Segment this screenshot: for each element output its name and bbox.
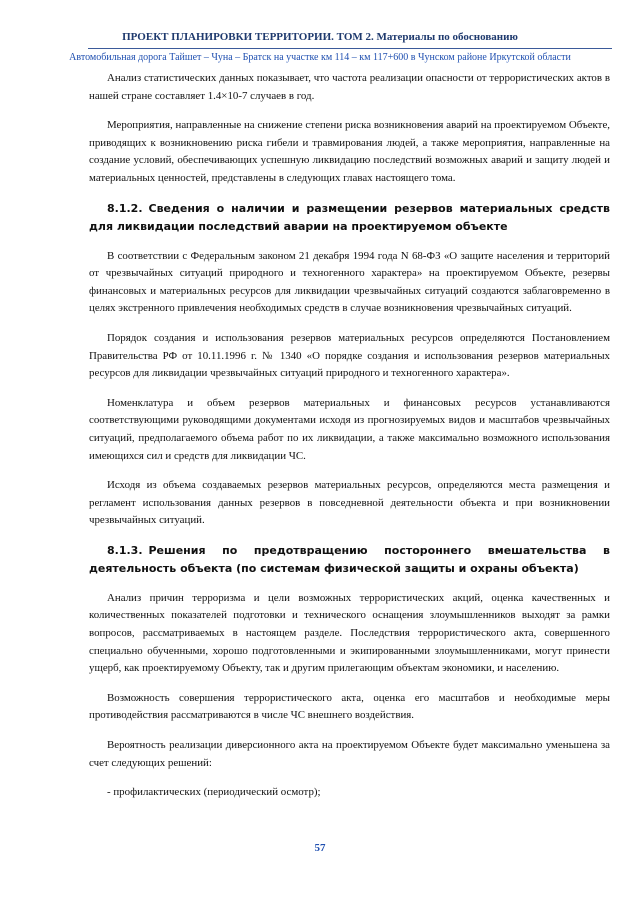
paragraph-measures: Мероприятия, направленные на снижение степени риска возникновения аварий на проектируемом Объекте, приводящих к возникновению риска гибели и травмирования людей, а также мероприятия, направленные на создание условий, обеспечивающих успешную ликвидацию последствий возможных аварий и защиту людей и материальных ценностей, представлены в следующих главах настоящего тома.: [89, 119, 610, 184]
document-header-title: ПРОЕКТ ПЛАНИРОВКИ ТЕРРИТОРИИ. ТОМ 2. Материалы по обоснованию: [122, 31, 518, 43]
section-title: Сведения о наличии и размещении резервов материальных средств для ликвидации последствий аварии на проектируемом объекте: [89, 201, 610, 233]
paragraph-statistics: Анализ статистических данных показывает, что частота реализации опасности от террористических актов в нашей стране составляет 1.4×10-7 случаев в год.: [89, 72, 610, 102]
section-heading-8-1-2: [89, 200, 610, 236]
section-title: Решения по предотвращению постороннего вмешательства в деятельность объекта (по системам физической защиты и охраны объекта): [89, 543, 610, 575]
section-number: 8.1.3.: [107, 543, 143, 557]
paragraph-federal-law: В соответствии с Федеральным законом 21 декабря 1994 года N 68-ФЗ «О защите населения и территорий от чрезвычайных ситуаций природного и техногенного характера» на проектируемом Объекте, резервы финансовых и материальных ресурсов для ликвидации чрезвычайных ситуаций создаются заблаговременно в целях экстренного привлечения необходимых средств в случае возникновения чрезвычайных ситуаций.: [89, 249, 610, 315]
paragraph-procedure: Порядок создания и использования резервов материальных ресурсов определяются Постановлением Правительства РФ от 10.11.1996 г. № 1340 «О порядке создания и использования резервов материальных ресурсов для ликвидации чрезвычайных ситуаций природного и техногенного характера».: [89, 331, 610, 380]
section-number: 8.1.2.: [107, 201, 143, 215]
paragraph-possibility: Возможность совершения террористического акта, оценка его масштабов и необходимые меры противодействия рассматриваются в числе ЧС внешнего воздействия.: [89, 691, 610, 722]
list-item-preventive: - профилактических (периодический осмотр);: [107, 786, 321, 799]
document-header-subtitle: Автомобильная дорога Тайшет – Чуна – Братск на участке км 114 – км 117+600 в Чунском районе Иркутской области: [69, 52, 571, 63]
document-body: [89, 70, 610, 814]
section-heading-8-1-3: [89, 542, 610, 578]
paragraph-placement: Исходя из объема создаваемых резервов материальных ресурсов, определяются места размещения и регламент использования данных резервов в повседневной деятельности объекта и при возникновении чрезвычайных ситуаций.: [89, 479, 610, 527]
header-divider: [88, 48, 612, 49]
paragraph-terrorism-analysis: Анализ причин терроризма и цели возможных террористических акций, оценка качественных и количественных показателей подготовки и технического оснащения злоумышленников выходят за рамки вопросов, рассматриваемых в настоящем разделе. Последствия террористического акта, совершенного специально обученными, хорошо подготовленными и экипированными злоумышленниками, могут принести ущерб, как проектируемому Объекту, так и другим прилегающим объектам экономики, и населению.: [89, 591, 610, 675]
page-number: 57: [314, 842, 326, 854]
paragraph-nomenclature: Номенклатура и объем резервов материальных и финансовых ресурсов устанавливаются соответствующими руководящими документами исходя из прогнозируемых видов и масштабов чрезвычайных ситуаций, предполагаемого объема работ по их ликвидации, а также максимально возможного использования имеющихся сил и средств для ликвидации ЧС.: [89, 396, 610, 462]
paragraph-probability: Вероятность реализации диверсионного акта на проектируемом Объекте будет максимально уменьшена за счет следующих решений:: [89, 739, 610, 769]
